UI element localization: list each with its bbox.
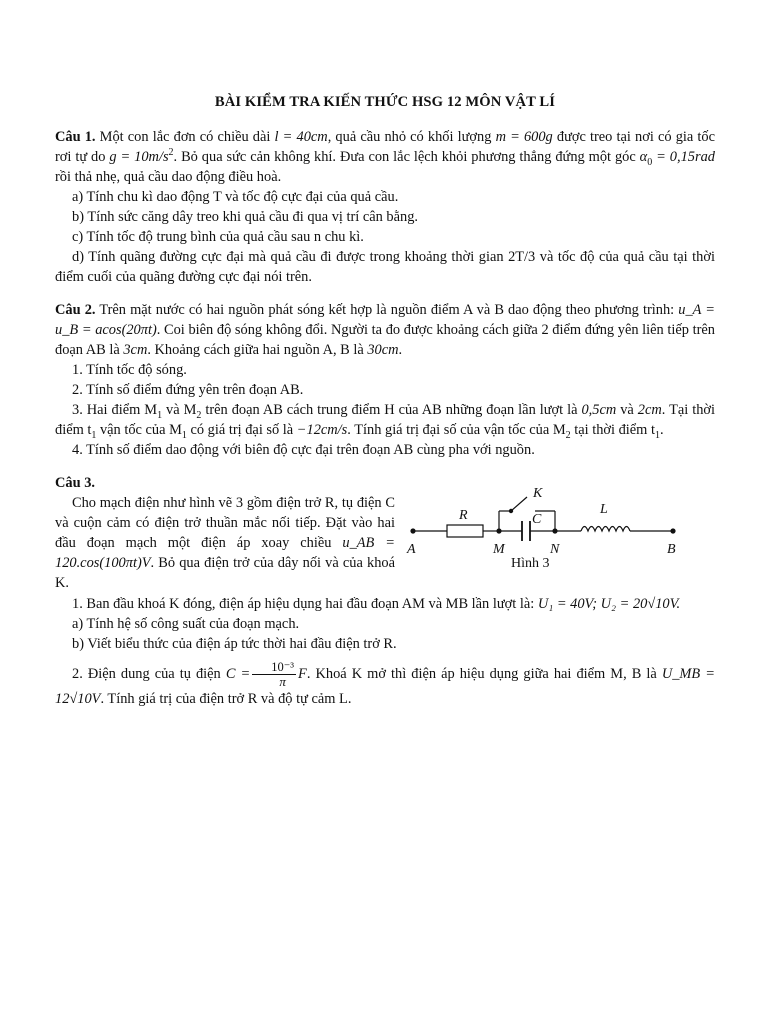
q2-text: . Tại thời điểm t [55,402,716,438]
fraction-denominator: π [279,674,286,689]
q2-distance-m1: 0,5cm [581,402,617,418]
sub-1: 1 [654,429,660,441]
resistor-symbol [447,525,483,537]
sub-2: 2 [565,429,571,441]
fraction-numerator: 10⁻³ [252,660,296,675]
document-page [55,92,715,709]
q1-text: . Bỏ qua sức cản không khí. Đưa con lắc lệch khỏi phương thẳng đứng một góc [173,149,640,165]
q3-text: . Khoá K mở thì điện áp hiệu dụng giữa hai điểm M, B là [306,665,662,682]
q1-part-b: b) Tính sức căng dây treo khi quả cầu đi qua vị trí cân bằng. [72,209,419,225]
inductor-symbol [581,527,630,532]
q1-text: Một con lắc đơn có chiều dài [95,129,275,145]
q2-text: có giá trị đại số là [186,422,297,438]
label-c: C [532,512,542,527]
q2-node-distance: 3cm [123,342,148,358]
q1-alpha-symbol: α [639,149,648,165]
label-b: B [667,542,676,557]
q2-text: . Tính giá trị đại số của vận tốc của M [347,422,566,438]
switch-k [511,497,527,511]
sub-1: 1 [181,429,187,441]
q3-text: . Bỏ qua điện trở của dây nối và của khoá K. [55,555,395,591]
question-2 [55,300,715,460]
q1-gravity-expr: g = 10m/s [109,149,169,165]
circuit-diagram [403,481,723,577]
q2-item-3 [55,400,715,440]
q2-text: trên đoạn AB cách trung điểm H của AB những đoạn lần lượt là [201,402,582,418]
q2-item-1: 1. Tính tốc độ sóng. [72,362,187,378]
q3-capacitance-lhs: C = [225,665,251,682]
q1-text: , quả cầu nhỏ có khối lượng [327,129,496,145]
q1-alpha-value: = 0,15rad [652,149,715,165]
label-a: A [407,542,416,557]
q1-part-c: c) Tính tốc độ trung bình của quả cầu sau n chu kì. [72,229,364,245]
switch-pivot [509,509,512,512]
q1-text: rồi thả nhẹ, quả cầu dao động điều hoà. [55,169,282,185]
q1-part-a: a) Tính chu kì dao động T và tốc độ cực đại của quả cầu. [72,189,399,205]
q2-text: . Khoảng cách giữa hai nguồn A, B là [147,342,368,358]
sub-1: 1 [157,409,163,421]
q3-voltages: U₁ = 40V; U₂ = 20√10V. [537,596,681,612]
q3-intro-text [55,493,395,593]
label-n: N [550,542,560,557]
sub-2: 2 [196,409,202,421]
q3-umb-expr: U_MB = 12√10V [55,665,715,707]
q2-text: Trên mặt nước có hai nguồn phát sóng kết hợp là nguồn điểm A và B dao động theo phương trình: [95,302,679,318]
q3-text: Cho mạch điện như hình vẽ 3 gồm điện trở R, tụ điện C và cuộn cảm có điện trở thuần mắc nối tiếp. Đặt vào hai đầu đoạn mạch một điện áp xoay chiều [55,495,395,551]
question-1-label: Câu 1. [55,129,96,145]
node-a [411,529,415,533]
q2-text: vận tốc của M [96,422,182,438]
label-r: R [459,508,468,523]
q2-item-4: 4. Tính số điểm dao động với biên độ cực đại trên đoạn AB cùng pha với nguồn. [72,442,535,458]
q1-text: được treo tại nơi có gia tốc rơi tự do [55,129,716,165]
q2-wave-equation: u_A = u_B = acos(20πt) [55,302,716,338]
question-3-label: Câu 3. [55,475,95,491]
document-title: BÀI KIỂM TRA KIẾN THỨC HSG 12 MÔN VẬT LÍ [214,94,556,110]
q1-mass-expr: m = 600g [495,129,553,145]
q2-text: tại thời điểm t [570,422,655,438]
question-1 [55,127,715,287]
q3-text: . Tính giá trị của điện trở R và độ tự cảm L. [100,691,352,707]
q3-capacitance-unit: F [298,665,307,682]
question-2-label: Câu 2. [55,302,96,318]
q3-intro-block [55,486,715,594]
question-3 [55,473,715,709]
label-l: L [600,502,608,517]
q2-source-distance: 30cm [367,342,399,358]
q3-voltage-expr: u_AB = 120.cos(100πt)V [55,535,396,571]
q2-text: . [659,422,664,438]
q2-velocity: −12cm/s [296,422,348,438]
q2-text: 3. Hai điểm M [72,402,158,418]
q1-length-expr: l = 40cm [274,129,328,145]
q1-gravity-sup: 2 [168,147,174,159]
label-k: K [533,486,543,501]
sub-1: 1 [91,429,97,441]
q3-part-b: b) Viết biểu thức của điện áp tức thời hai đầu điện trở R. [72,636,397,652]
label-m: M [493,542,505,557]
q3-text: 2. Điện dung của tụ điện [72,665,226,682]
q1-alpha-sub: 0 [647,156,653,168]
figure-caption: Hình 3 [511,556,550,571]
q1-part-d: d) Tính quãng đường cực đại mà quả cầu đi được trong khoảng thời gian 2T/3 và tốc độ của quả cầu tại thời điểm cuối của quãng đường cực đại nói trên. [55,249,715,285]
q2-text: và M [162,402,197,418]
node-b [671,529,675,533]
q2-distance-m2: 2cm [637,402,662,418]
q2-text: . [398,342,403,358]
q2-item-2: 2. Tính số điểm đứng yên trên đoạn AB. [72,382,304,398]
q3-item-2 [55,660,715,709]
q3-item-1 [55,594,715,614]
q3-capacitance-fraction [252,660,296,689]
q3-text: 1. Ban đầu khoá K đóng, điện áp hiệu dụng hai đầu đoạn AM và MB lần lượt là: [72,596,538,612]
q2-text: và [616,402,638,418]
q2-text: . Coi biên độ sóng không đổi. Người ta đo được khoảng cách giữa 2 điểm đứng yên liên tiếp trên đoạn AB là [55,322,716,358]
q3-part-a: a) Tính hệ số công suất của đoạn mạch. [72,616,300,632]
